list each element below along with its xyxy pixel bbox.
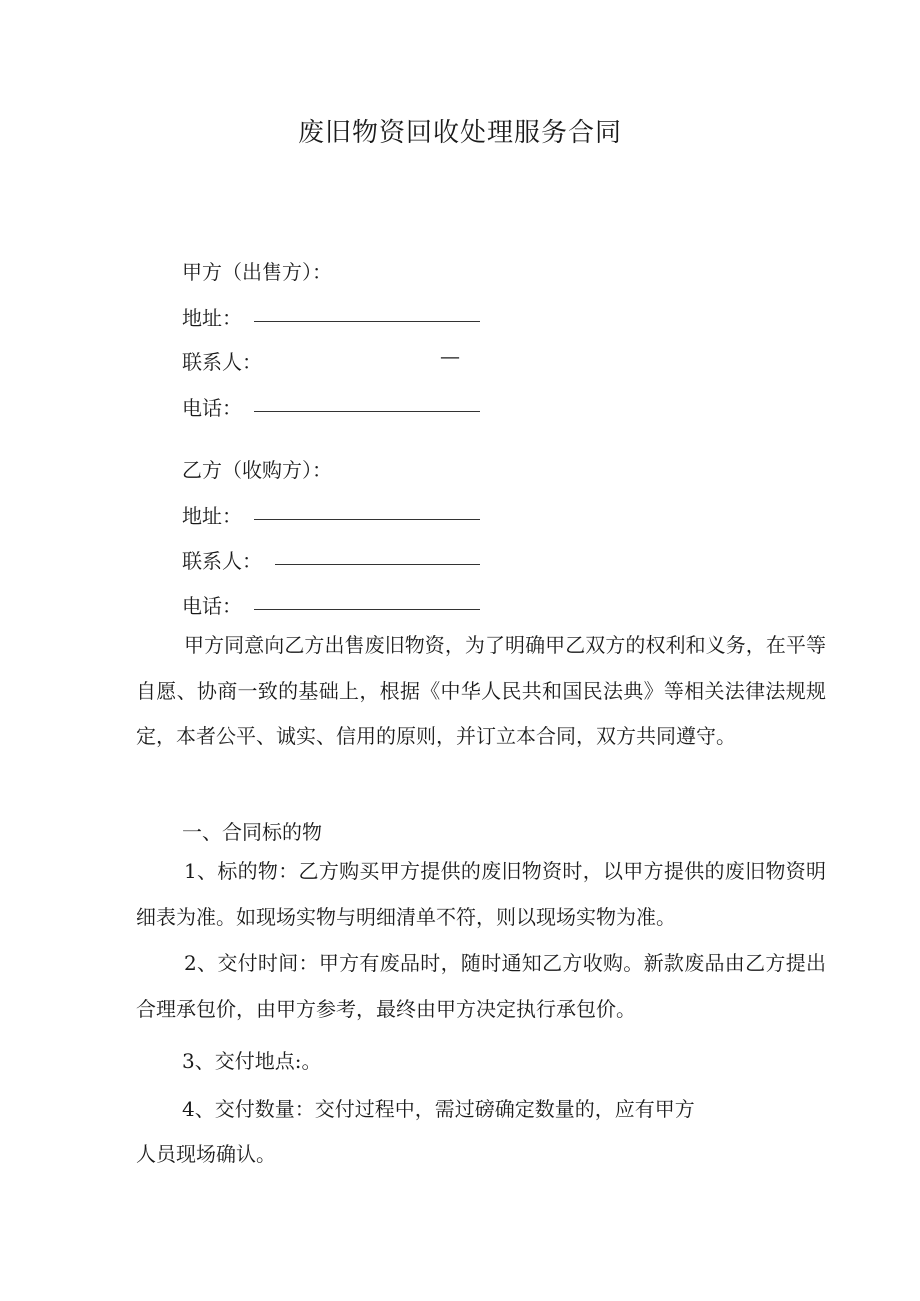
section-1-item-4-line-1: 4、交付数量：交付过程中，需过磅确定数量的，应有甲方 bbox=[182, 1097, 695, 1121]
intro-paragraph: 甲方同意向乙方出售废旧物资，为了明确甲乙双方的权利和义务，在平等自愿、协商一致的基础上，根据《中华人民共和国民法典》等相关法律法规规定，本者公平、诚实、信用的原则，并订立本合同，双方共同遵守。 bbox=[136, 633, 826, 748]
party-b-address-label: 地址： bbox=[182, 504, 242, 528]
section-1-item-1: 1、标的物：乙方购买甲方提供的废旧物资时，以甲方提供的废旧物资明细表为准。如现场实物与明细清单不符，则以现场实物为准。 bbox=[136, 859, 826, 929]
party-b-phone-blank bbox=[254, 609, 480, 610]
party-b-phone-label: 电话： bbox=[182, 594, 242, 618]
party-a-contact-label: 联系人： bbox=[182, 350, 262, 374]
document-title: 废旧物资回收处理服务合同 bbox=[297, 118, 622, 148]
party-b-heading: 乙方（收购方）： bbox=[182, 458, 332, 482]
section-1-item-4-line-2: 人员现场确认。 bbox=[136, 1142, 276, 1166]
party-b-address-blank bbox=[254, 519, 480, 520]
party-a-phone-blank bbox=[254, 411, 480, 412]
party-a-heading: 甲方（出售方）： bbox=[182, 260, 332, 284]
section-1-heading: 一、合同标的物 bbox=[182, 820, 322, 844]
party-b-contact-blank bbox=[275, 564, 480, 565]
section-1-item-2: 2、交付时间：甲方有废品时，随时通知乙方收购。新款废品由乙方提出合理承包价，由甲方参考，最终由甲方决定执行承包价。 bbox=[136, 951, 826, 1021]
party-a-address-blank bbox=[254, 321, 480, 322]
party-a-contact-mark: — bbox=[440, 344, 460, 368]
section-1-item-3: 3、交付地点:。 bbox=[182, 1049, 322, 1073]
party-a-phone-label: 电话： bbox=[182, 396, 242, 420]
party-b-contact-label: 联系人： bbox=[182, 549, 262, 573]
party-a-address-label: 地址： bbox=[182, 306, 242, 330]
